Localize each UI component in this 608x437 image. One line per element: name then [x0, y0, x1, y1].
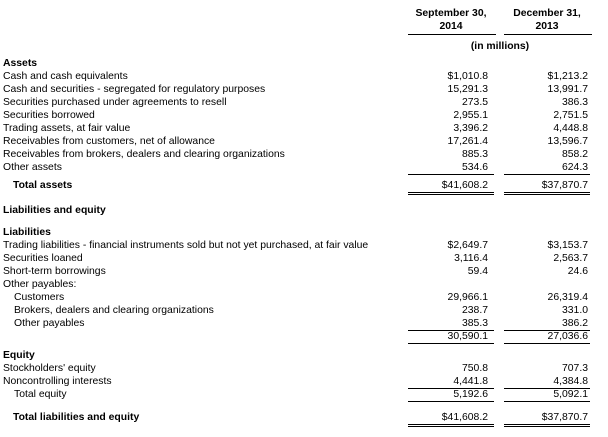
- double-underline: [504, 194, 590, 195]
- row-label: Assets: [3, 58, 38, 69]
- value-dec-2013: 13,991.7: [547, 84, 588, 95]
- col2-header-rule: [504, 34, 592, 35]
- double-underline: [504, 426, 590, 427]
- row-other-payables: [0, 317, 608, 330]
- row-label: Brokers, dealers and clearing organizations: [14, 305, 214, 316]
- row-label: Cash and cash equivalents: [3, 71, 128, 82]
- value-dec-2013: 5,092.1: [553, 389, 588, 400]
- value-sep-2014: 238.7: [461, 305, 488, 316]
- value-sep-2014: 15,291.3: [447, 84, 488, 95]
- value-sep-2014: $2,649.7: [447, 240, 488, 251]
- value-dec-2013: 858.2: [561, 149, 588, 160]
- single-underline: [408, 343, 494, 344]
- value-sep-2014: 385.3: [461, 318, 488, 329]
- value-sep-2014: 5,192.6: [453, 389, 488, 400]
- value-dec-2013: 331.0: [561, 305, 588, 316]
- row-label: Other assets: [3, 162, 62, 173]
- value-sep-2014: 534.6: [461, 162, 488, 173]
- row-cash-and-cash-equivalents: [0, 70, 608, 83]
- row-label: Securities loaned: [3, 253, 83, 264]
- row-noncontrolling-interests: [0, 375, 608, 388]
- row-stockholders-equity: [0, 362, 608, 375]
- value-dec-2013: 27,036.6: [547, 331, 588, 342]
- value-sep-2014: 885.3: [461, 149, 488, 160]
- column-header-dec-2013: [504, 7, 590, 33]
- double-underline: [408, 194, 494, 195]
- row-label: Other payables: [14, 318, 85, 329]
- row-label: Liabilities: [3, 227, 51, 238]
- value-sep-2014: $41,608.2: [441, 412, 488, 423]
- single-underline: [504, 401, 590, 402]
- row-other-assets: [0, 161, 608, 174]
- value-sep-2014: 59.4: [467, 266, 488, 277]
- value-dec-2013: 707.3: [561, 363, 588, 374]
- row-label: Equity: [3, 350, 35, 361]
- value-dec-2013: 26,319.4: [547, 292, 588, 303]
- row-receivables-from-customers-net-of-allowance: [0, 135, 608, 148]
- single-underline: [408, 401, 494, 402]
- row-receivables-from-brokers-dealers-and-clearing-organizations: [0, 148, 608, 161]
- row-short-term-borrowings: [0, 265, 608, 278]
- value-sep-2014: $41,608.2: [441, 180, 488, 191]
- units-label: (in millions): [470, 41, 530, 52]
- row-label: Noncontrolling interests: [3, 376, 112, 387]
- row-label: Total equity: [14, 389, 67, 400]
- row-label: Receivables from customers, net of allowance: [3, 136, 215, 147]
- value-sep-2014: 2,955.1: [453, 110, 488, 121]
- row-total-equity: [0, 388, 608, 401]
- value-dec-2013: $1,213.2: [547, 71, 588, 82]
- value-dec-2013: 386.2: [561, 318, 588, 329]
- row-label: Short-term borrowings: [3, 266, 106, 277]
- row-subtotal-other-payables: [0, 330, 608, 343]
- double-underline: [408, 424, 494, 425]
- row-label: Trading assets, at fair value: [3, 123, 131, 134]
- row-other-payables: [0, 278, 608, 291]
- col1-header-line2: 2014: [439, 21, 463, 32]
- value-sep-2014: 29,966.1: [447, 292, 488, 303]
- row-liabilities-and-equity: [0, 204, 608, 217]
- value-dec-2013: $3,153.7: [547, 240, 588, 251]
- row-label: Securities purchased under agreements to resell: [3, 97, 227, 108]
- row-label: Customers: [14, 292, 65, 303]
- row-total-assets: [0, 179, 608, 192]
- value-sep-2014: 273.5: [461, 97, 488, 108]
- row-label: Liabilities and equity: [3, 205, 106, 216]
- double-underline: [504, 192, 590, 193]
- value-dec-2013: 4,448.8: [553, 123, 588, 134]
- double-underline: [504, 424, 590, 425]
- value-dec-2013: 24.6: [567, 266, 588, 277]
- row-label: Other payables:: [3, 279, 77, 290]
- row-customers: [0, 291, 608, 304]
- single-underline: [504, 343, 590, 344]
- double-underline: [408, 426, 494, 427]
- value-sep-2014: 4,441.8: [453, 376, 488, 387]
- value-sep-2014: 3,396.2: [453, 123, 488, 134]
- value-dec-2013: 386.3: [561, 97, 588, 108]
- col2-header-line2: 2013: [535, 21, 559, 32]
- row-trading-liabilities-financial-instruments-sold-but-not-yet-purchased-at-fair-value: [0, 239, 608, 252]
- value-sep-2014: $1,010.8: [447, 71, 488, 82]
- row-label: Securities borrowed: [3, 110, 95, 121]
- value-dec-2013: 13,596.7: [547, 136, 588, 147]
- row-label: Stockholders' equity: [3, 363, 96, 374]
- row-securities-purchased-under-agreements-to-resell: [0, 96, 608, 109]
- single-underline: [504, 174, 590, 175]
- row-total-liabilities-and-equity: [0, 411, 608, 424]
- value-dec-2013: 2,751.5: [553, 110, 588, 121]
- value-dec-2013: 4,384.8: [553, 376, 588, 387]
- row-brokers-dealers-and-clearing-organizations: [0, 304, 608, 317]
- row-label: Total assets: [13, 180, 73, 191]
- value-sep-2014: 3,116.4: [454, 253, 488, 264]
- col2-header-line1: December 31,: [513, 8, 581, 19]
- row-trading-assets-at-fair-value: [0, 122, 608, 135]
- value-sep-2014: 30,590.1: [447, 331, 488, 342]
- row-securities-loaned: [0, 252, 608, 265]
- value-dec-2013: $37,870.7: [541, 180, 588, 191]
- double-underline: [408, 192, 494, 193]
- col1-header-rule: [408, 34, 496, 35]
- value-dec-2013: 2,563.7: [553, 253, 588, 264]
- value-dec-2013: $37,870.7: [541, 412, 588, 423]
- row-cash-and-securities-segregated-for-regulatory-purposes: [0, 83, 608, 96]
- column-header-sep-2014: [408, 7, 494, 33]
- row-liabilities: [0, 226, 608, 239]
- value-dec-2013: 624.3: [561, 162, 588, 173]
- col1-header-line1: September 30,: [415, 8, 487, 19]
- row-equity: [0, 349, 608, 362]
- value-sep-2014: 750.8: [461, 363, 488, 374]
- row-label: Cash and securities - segregated for regulatory purposes: [3, 84, 266, 95]
- row-label: Trading liabilities - financial instruments sold but not yet purchased, at fair value: [3, 240, 369, 251]
- single-underline: [408, 174, 494, 175]
- value-sep-2014: 17,261.4: [447, 136, 488, 147]
- row-assets: [0, 57, 608, 70]
- row-securities-borrowed: [0, 109, 608, 122]
- row-label: Total liabilities and equity: [13, 412, 140, 423]
- row-label: Receivables from brokers, dealers and clearing organizations: [3, 149, 285, 160]
